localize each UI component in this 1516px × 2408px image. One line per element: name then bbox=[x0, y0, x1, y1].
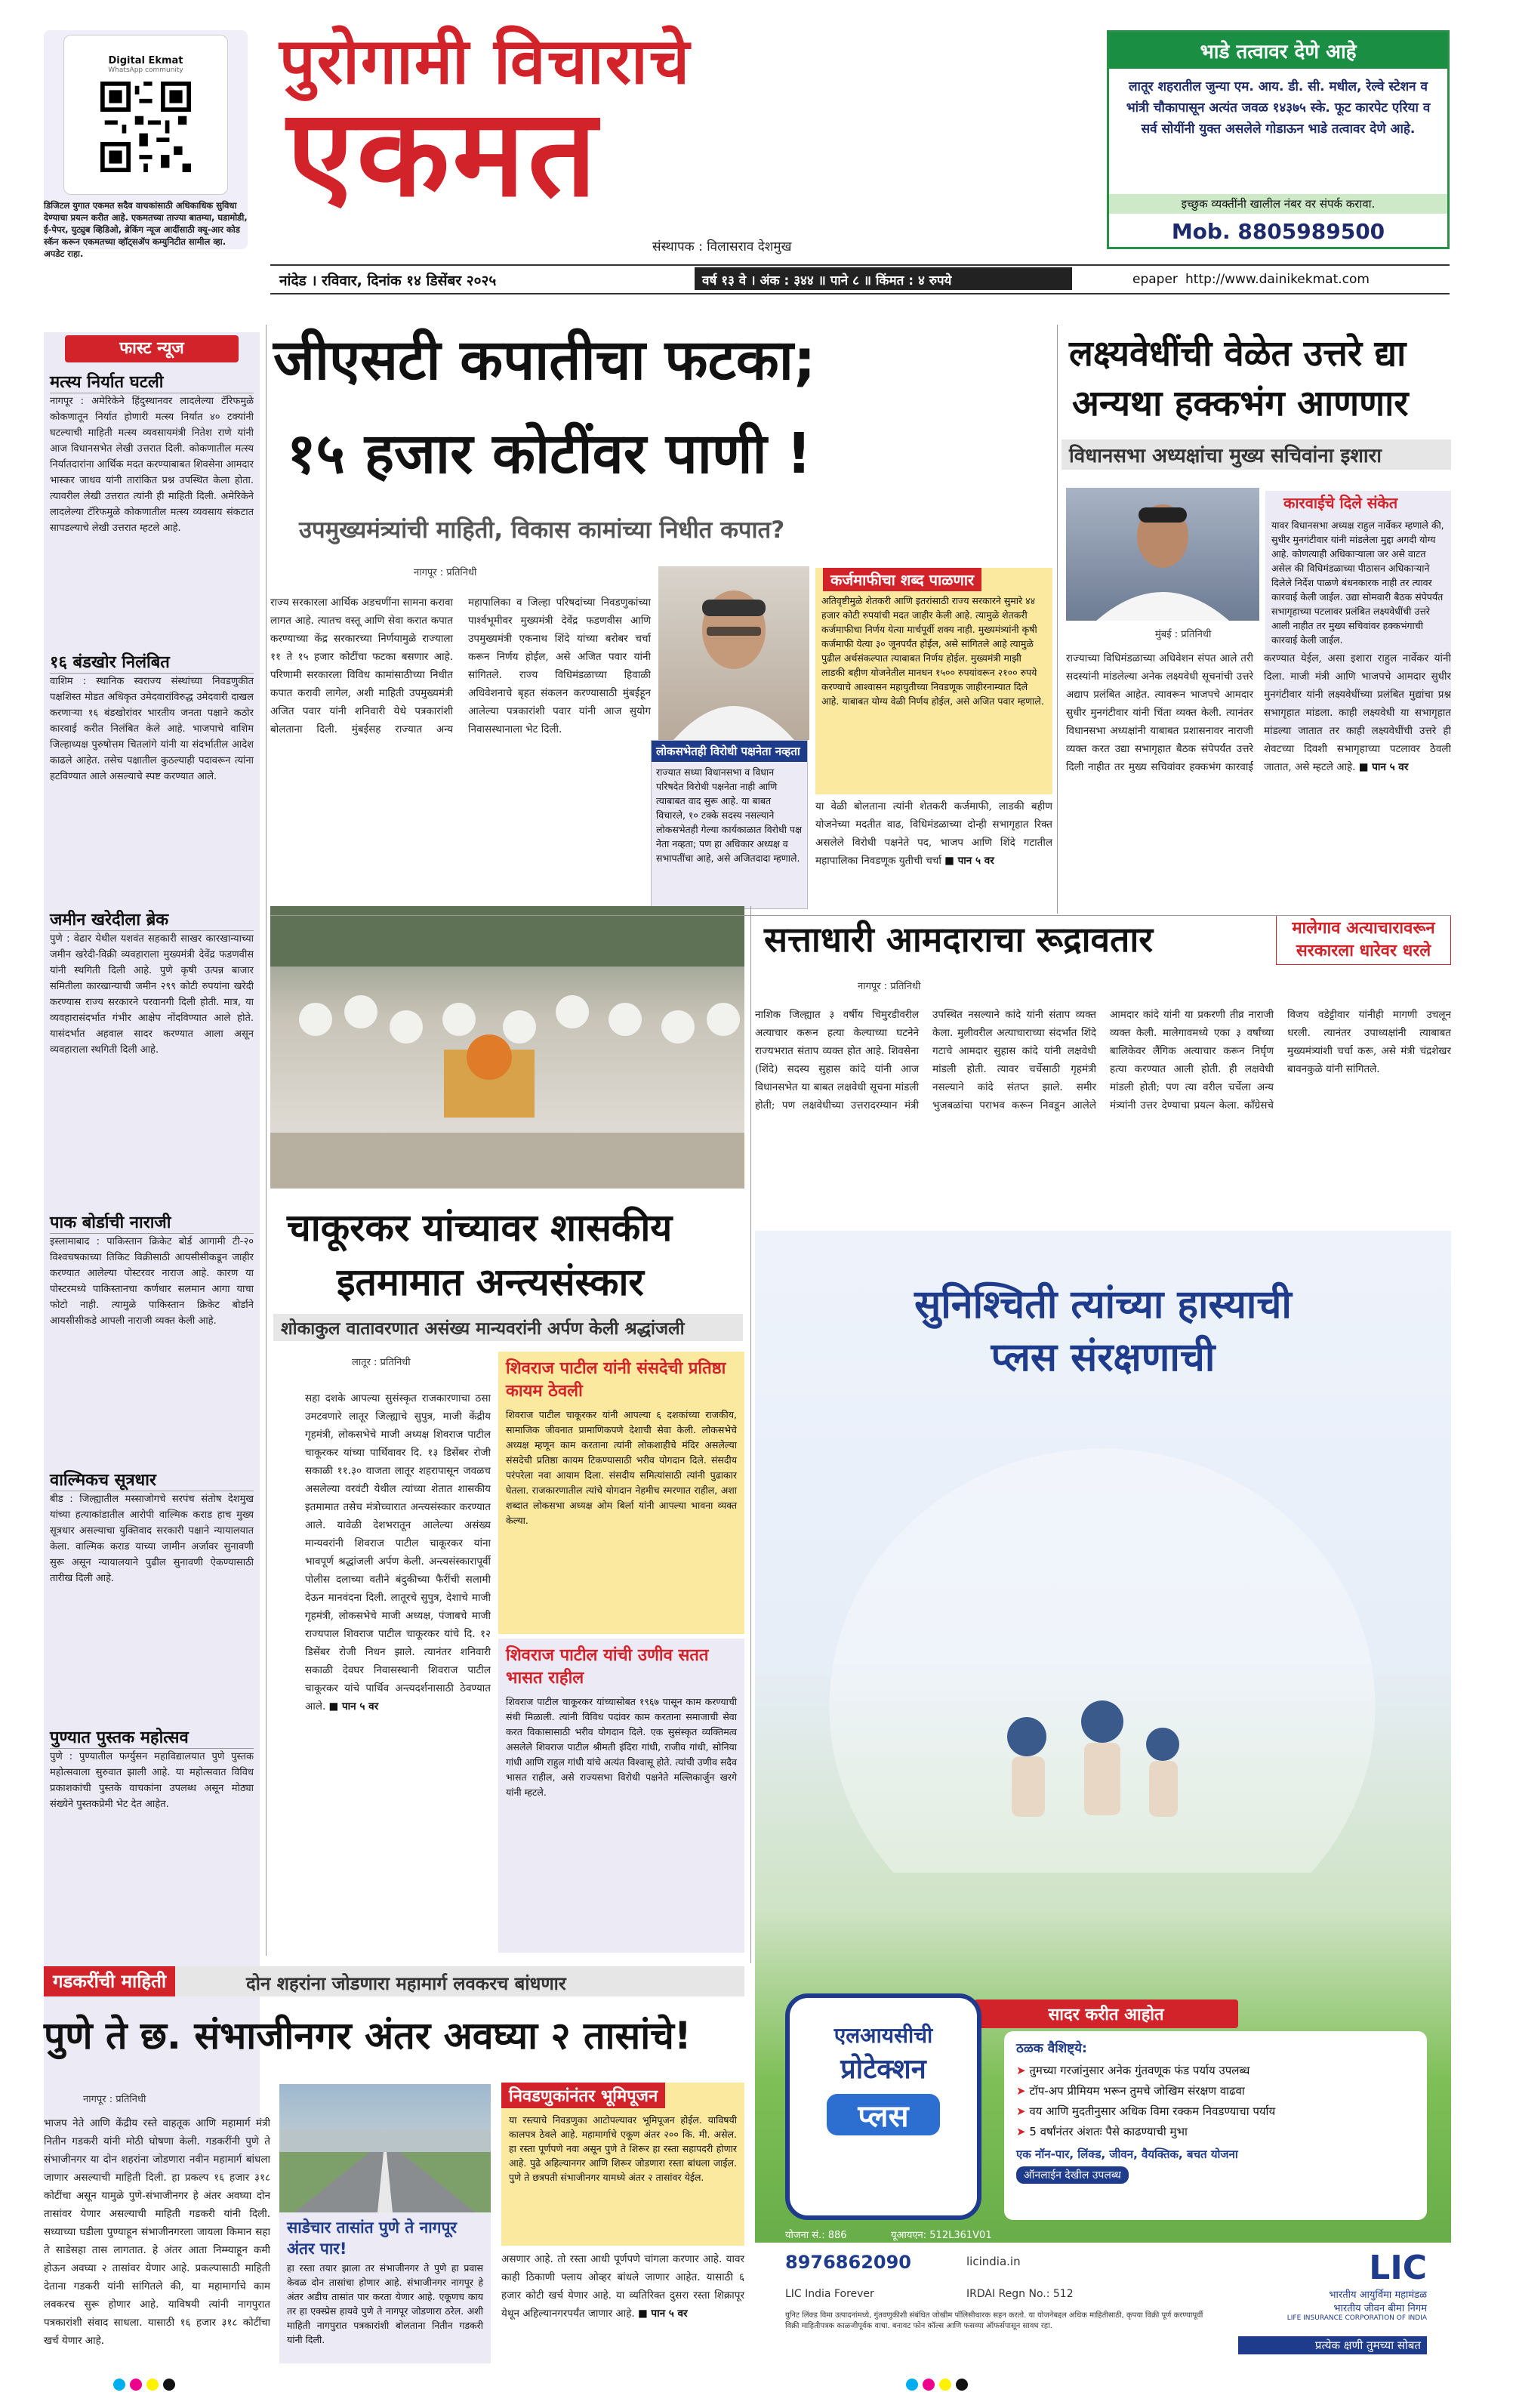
lic-ad[interactable] bbox=[755, 1231, 1451, 2363]
registration-dot bbox=[146, 2379, 159, 2391]
lic-uin: यूआयएन: 512L361V01 bbox=[891, 2230, 992, 2241]
lead-body-2-text: या वेळी बोलताना त्यांनी शेतकरी कर्जमाफी, लाडकी बहीण योजनेच्या मदतीत वाढ, विधिमंडळाच्या दोन्ही सभागृहात रिक्त असलेले विरोधी पक्षनेते पद, भाजप आणि शिंदे गटातील महापालिका निवडणूक युतीची चर्चा bbox=[815, 800, 1052, 867]
funeral-box-1-text: शिवराज पाटील चाकूरकर यांनी आपल्या ६ दशकांच्या राजकीय, सामाजिक जीवनात प्रामाणिकपणे देशाची सेवा केली. लोकसभेचे अध्यक्ष म्हणून काम करताना त्यांनी लोकशाहीचे मंदिर असलेल्या संसदेची प्रतिष्ठा कायम टिकण्यासाठी भरीव योगदान दिले. संसदीय परंपरेला नवा आयाम दिला. संसदीय समित्यांसाठी त्यांनी पुढाकार घेतला. राजकारणातील त्यांचे योगदान नेहमीच स्मरणात राहील, अशा शब्दात लोकसभा अध्यक्ष ओम बिर्ला यांनी आपल्या भावना व्यक्त केल्या. bbox=[506, 1409, 737, 1526]
lead-box-text: अतिवृष्टीमुळे शेतकरी आणि इतरांसाठी राज्य सरकारने सुमारे ४४ हजार कोटी रुपयांची मदत जाहीर केली आहे. त्यामुळे शेतकरी कर्जमाफीचा निर्णय येत्या मार्चपूर्वी शक्य नाही. मुख्यमंत्र्यांनी कृषी कर्जमाफी येत्या ३० जूनपर्यंत होईल, असे सांगितले आहे त्यामुळे पुढील अर्थसंकल्पात त्याबाबत निर्णय होईल. मुख्यमंत्री माझी लाडकी बहीण योजनेतील मानधन १५०० रुपयांवरून २१०० रुपये करण्याचे आश्वासन महायुतीच्या निवडणूक जाहीरनाम्यात दिले आहे. याबाबत योग्य वेळी निर्णय होईल, असे अजित पवार म्हणाले. bbox=[821, 595, 1044, 707]
check-icon: ➤ bbox=[1016, 2084, 1030, 2098]
highway-kicker: गडकरींची माहिती bbox=[44, 1966, 175, 1996]
lead-caption-box bbox=[651, 740, 808, 909]
qr-code-icon bbox=[100, 82, 191, 172]
lic-brand: LIC bbox=[1369, 2249, 1427, 2287]
lead-byline: नागपूर : प्रतिनिधी bbox=[414, 567, 477, 578]
funeral-box-1-title: शिवराज पाटील यांनी संसदेची प्रतिष्ठा कायम ठेवली bbox=[506, 1359, 726, 1401]
lead-continued-text: पान ५ वर bbox=[957, 855, 994, 867]
registration-marks bbox=[113, 2379, 180, 2394]
classified-ad[interactable] bbox=[1107, 30, 1450, 249]
lic-tagline-2 bbox=[755, 1329, 1451, 1383]
funeral-box-2-title: शिवराज पाटील यांची उणीव सतत भासत राहील bbox=[506, 1646, 709, 1688]
lic-product-badge bbox=[785, 1993, 981, 2220]
funeral-continued[interactable]: ■ पान ५ वर bbox=[328, 1700, 379, 1713]
lic-tagline-2-text: प्लस संरक्षणाची bbox=[991, 1335, 1216, 1380]
funeral-subhead: शोकाकुल वातावरणात असंख्य मान्यवरांनी अर्पण केली श्रद्धांजली bbox=[273, 1314, 743, 1341]
qr-caption: डिजिटल युगात एकमत सदैव वाचकांसाठी अधिकाधिक सुविधा देण्याचा प्रयत्न करीत आहे. एकमतच्या ताज्या बातम्या, घडामोडी, ई-पेपर, युट्युब व्हिडिओ, ब्रेकिंग न्यूज आदींसाठी क्यू-आर कोड स्कॅन करून एकमतच्या व्हॉट्सॲप कम्युनिटीत सामील व्हा. अपडेट राहा. bbox=[44, 200, 248, 259]
fast-news-text: बीड : जिल्ह्यातील मस्साजोगचे सरपंच संतोष देशमुख यांच्या हत्याकांडातील आरोपी वाल्मिक कराड हाच मुख्य सूत्रधार असल्याचा युक्तिवाद सरकारी पक्षाने न्यायालयात केला. वाल्मिक कराड याच्या जामीन अर्जावर सुनावणी सुरू असून न्यायालयाने पुढील सुनावणी ऐकण्यासाठी तारीख दिली आहे. bbox=[50, 1494, 254, 1584]
highway-photo[interactable] bbox=[279, 2084, 491, 2212]
lead-caption-text: राज्यात सध्या विधानसभा व विधान परिषदेत विरोधी पक्षनेता नाही आणि त्याबाबत वाद सुरू आहे. या बाबत विचारले, १० टक्के सदस्य नसल्याने लोकसभेतही गेल्या कार्यकाळात विरोधी पक्ष नेता नव्हता; पण हा अधिकार अध्यक्ष व सभापतींचा आहे, असे अजितदादा म्हणाले. bbox=[656, 766, 802, 864]
right-top-headline-1: लक्ष्यवेधींची वेळेत उत्तरे द्या bbox=[1069, 333, 1407, 375]
lic-product-plus: प्लस bbox=[827, 2094, 940, 2135]
mla-byline: नागपूर : प्रतिनिधी bbox=[858, 981, 921, 992]
column-rule bbox=[266, 325, 267, 1956]
lic-product-big: प्रोटेक्शन bbox=[840, 2054, 926, 2085]
lic-feature-text: टॉप-अप प्रीमियम भरून तुमचे जोखिम संरक्षण वाढवा bbox=[1029, 2084, 1245, 2098]
funeral-photo[interactable] bbox=[270, 906, 744, 1189]
lic-feature bbox=[1016, 2061, 1415, 2081]
fast-news-label: फास्ट न्यूज bbox=[119, 339, 184, 358]
highway-photo-caption-title: साडेचार तासांत पुणे ते नागपूर अंतर पार! bbox=[287, 2218, 458, 2258]
lic-brand-en: LIFE INSURANCE CORPORATION OF INDIA bbox=[1286, 2314, 1427, 2322]
right-top-continued[interactable]: ■ पान ५ वर bbox=[1358, 761, 1409, 773]
highway-box-text: या रस्त्याचे निवडणुका आटोपल्यावर भूमिपूजन होईल. याविषयी कालपत्र ठेवले आहे. महामार्गाचे एकूण अंतर २०० कि. मी. असेल. हा रस्ता पूर्णपणे नवा असून पुणे ते शिरूर हा रस्ता सहापदरी होणार आहे. पुढे अहिल्यानगर आणि शिरूर जोडणारा रस्ता बांधला जाईल. पुणे ते छत्रपती संभाजीनगर यामध्ये अंतर २ तासांवर येईल. bbox=[509, 2114, 737, 2183]
lic-brand-marathi: भारतीय आयुर्विमा महामंडळ bbox=[1329, 2289, 1427, 2301]
classified-body: लातूर शहरातील जुन्या एम. आय. डी. सी. मधील, रेल्वे स्टेशन व भांत्री चौकापासून अत्यंत जवळ १४३७५ स्के. फूट कारपेट एरिया व सर्व सोयींनी युक्त असलेले गोडाऊन भाडे तत्वावर देणे आहे. bbox=[1126, 79, 1431, 137]
check-icon: ➤ bbox=[1016, 2125, 1030, 2138]
lead-continued[interactable]: ■ पान ५ वर bbox=[944, 855, 994, 867]
lic-social[interactable]: LIC India Forever bbox=[785, 2288, 874, 2300]
right-top-subhead: विधानसभा अध्यक्षांचा मुख्य सचिवांना इशारा bbox=[1062, 439, 1451, 470]
fast-news-text: वाशिम : स्थानिक स्वराज्य संस्थांच्या निवडणुकीत पक्षशिस्त मोडत अधिकृत उमेदवारांविरुद्ध उमेदवारी दाखल करणाऱ्या १६ बंडखोरांवर भारतीय जनता पक्षाने कठोर कारवाई करीत निलंबित केले आहे. भाजपाचे वाशिम जिल्हाध्यक्ष पुरुषोत्तम चितलांगे यांनी या संदर्भातील आदेश काढले आहेत. तसेच पक्षातील कुठल्याही पदावरून त्यांना हटविण्यात आले असल्याचे स्पष्ट करण्यात आले. bbox=[50, 676, 254, 782]
qr-label: Digital Ekmat bbox=[108, 55, 183, 66]
lic-feature-text: 5 वर्षांनंतर अंशतः पैसे काढण्याची मुभा bbox=[1029, 2125, 1188, 2138]
right-top-headline-2: अन्यथा हक्कभंग आणणार bbox=[1072, 383, 1409, 424]
highway-body-2-text: असणार आहे. तो रस्ता आधी पूर्णपणे चांगला करणार आहे. यावर काही ठिकाणी फ्लाय ओव्हर बांधले जाणार आहेत. यासाठी ६ हजार कोटी खर्च येणार आहे. या व्यतिरिक्त दुसरा रस्ता शिक्रापूर येथून अहिल्यानगरपर्यंत जाणार आहे. bbox=[501, 2253, 744, 2320]
fast-news-item[interactable] bbox=[50, 1210, 254, 1460]
lead-box-title: कर्जमाफीचा शब्द पाळणार bbox=[823, 568, 981, 591]
fast-news-item[interactable] bbox=[50, 370, 254, 643]
qr-panel bbox=[44, 30, 248, 259]
registration-dot bbox=[956, 2379, 968, 2391]
fast-news-title: १६ बंडखोर निलंबित bbox=[50, 650, 254, 674]
lic-feature-note: एक नॉन-पार, लिंक्ड, जीवन, वैयक्तिक, बचत योजना bbox=[1016, 2147, 1238, 2161]
highway-byline: नागपूर : प्रतिनिधी bbox=[83, 2094, 146, 2105]
lic-footer bbox=[755, 2243, 1451, 2363]
umbrella-shield-icon bbox=[800, 1420, 1404, 1873]
lead-body-2 bbox=[815, 797, 1052, 911]
column-rule bbox=[750, 906, 751, 1963]
lic-feature-text: वय आणि मुदतीनुसार अधिक विमा रक्कम निवडण्याचा पर्याय bbox=[1029, 2104, 1276, 2118]
lead-caption-title: लोकसभेतही विरोधी पक्षनेता नव्हता bbox=[652, 741, 807, 762]
fast-news-text: इस्लामाबाद : पाकिस्तान क्रिकेट बोर्ड आगामी टी-२० विश्वचषकाच्या तिकिट विक्रीसाठी आयसीसीकडून जाहीर करण्यात आलेल्या पोस्टरवर नाराज आहे. कारण या पोस्टरमध्ये पाकिस्तानचा कर्णधार सलमान आगा याचा फोटो नाही. त्यामुळे पाकिस्तान क्रिकेट बोर्डाने आयसीसीकडे आपली नाराजी व्यक्त केली आहे. bbox=[50, 1236, 254, 1327]
website-link[interactable]: http://www.dainikekmat.com bbox=[1185, 272, 1370, 287]
lead-body-1: राज्य सरकारला आर्थिक अडचणींना सामना करावा लागत आहे. त्यातच वस्तू आणि सेवा करात कपात करण्याच्या केंद्र सरकारच्या निर्णयामुळे राज्याला ११ ते १५ हजार कोटींचा फटका बसणार आहे. परिणामी सरकारला विविध कामांसाठीच्या निधीत कपात करावी लागेल, अशी माहिती उपमुख्यमंत्री अजित पवार यांनी शनिवारी येथे पत्रकारांशी बोलताना दिली. मुंबईसह राज्यात अन्य महापालिका व जिल्हा परिषदांच्या निवडणुकांच्या पार्श्वभूमीवर मुख्यमंत्री देवेंद्र फडणवीस आणि उपमुख्यमंत्री एकनाथ शिंदे यांच्या बरोबर चर्चा करून निर्णय होईल, असे अजित पवार यांनी सांगितले. राज्य विधिमंडळाच्या हिवाळी अधिवेशनाचे बृहत संकलन करण्यासाठी मुंबईहून आलेल्या पत्रकारांशी पवार यांनी आज सुयोग निवासस्थानाला भेट दिली. bbox=[270, 597, 651, 735]
lic-features-title: ठळक वैशिष्ट्ये: bbox=[1016, 2041, 1087, 2056]
fast-news-title: वाल्मिकच सूत्रधार bbox=[50, 1468, 254, 1491]
funeral-box-2-text: शिवराज पाटील चाकूरकर यांच्यासोबत १९६७ पासून काम करण्याची संधी मिळाली. त्यांनी विविध पदांवर काम करताना समाजाची सेवा करत विकासासाठी भरीव योगदान दिले. एक सुसंस्कृत व्यक्तिमत्व असलेले शिवराज पाटील श्रीमती इंदिरा गांधी, राजीव गांधी, सोनिया गांधी आणि राहुल गांधी यांचे अत्यंत विश्वासू होते. त्यांची उणीव सदैव भासत राहील, असे राज्यसभा विरोधी पक्षनेते मल्लिकार्जुन खरगे यांनी म्हटले. bbox=[506, 1696, 737, 1798]
road-scene-icon bbox=[279, 2084, 491, 2212]
lic-online[interactable]: ऑनलाईन देखील उपलब्ध bbox=[1016, 2166, 1129, 2184]
masthead-founder: संस्थापक : विलासराव देशमुख bbox=[652, 239, 792, 254]
highway-body: भाजप नेते आणि केंद्रीय रस्ते वाहतूक आणि महामार्ग मंत्री नितीन गडकरी यांनी मोठी घोषणा केली. गडकरींनी पुणे ते संभाजीनगर या दोन शहरांना जोडणारा नवीन महामार्ग बांधला जाणार असल्याची माहिती दिली. हा प्रकल्प १६ हजार ३१८ कोटींचा असून यामुळे पुणे-संभाजीनगर हे अंतर अवघ्या दोन तासांवर येणार असल्याची माहिती गडकरी यांनी दिली. सध्याच्या घडीला पुण्याहून संभाजीनगरला जायला किमान सहा ते साडेसहा तास लागतात. हे अंतर आता निम्म्याहून कमी होऊन अवघ्या २ तासांवर येणार आहे. प्रकल्पासाठी माहिती देताना गडकरी यांनी सांगितले की, या महामार्गाचे काम लवकरच सुरू होणार आहे. याविषयी त्यांनी नागपुरात पत्रकारांशी संवाद साधला. यासाठी १६ हजार ३१८ कोटींचा खर्च येणार आहे. bbox=[44, 2117, 270, 2347]
qr-card[interactable] bbox=[63, 35, 228, 195]
fast-news-text: पुणे : पुण्यातील फर्ग्युसन महाविद्यालयात पुणे पुस्तक महोत्सवाला सुरुवात झाली आहे. या महोत्सवात विविध प्रकाशकांची पुस्तके वाचकांना उपलब्ध असून मोठ्या संख्येने पुस्तकप्रेमी भेट देत आहेत. bbox=[50, 1751, 254, 1810]
registration-dot bbox=[163, 2379, 175, 2391]
highway-photo-caption-text: हा रस्ता तयार झाला तर संभाजीनगर ते पुणे हा प्रवास केवळ दोन तासांचा होणार आहे. संभाजीनगर नागपूर हे अंतर अडीच तासांत पार करता येणार आहे. एकूणच काय तर हा एक्स्प्रेस हायवे पुणे ते नागपूर जोडणारा ठरेल. अशी माहिती नागपुरात पत्रकारांशी बोलताना नितीन गडकरी यांनी दिली. bbox=[287, 2262, 483, 2345]
funeral-headline-2: इतमामात अन्त्यसंस्कार bbox=[337, 1260, 644, 1304]
classified-title: भाडे तत्वावर देणे आहे bbox=[1109, 32, 1447, 69]
fast-news-text: पुणे : वेढार येथील यशवंत सहकारी साखर कारखान्याच्या जमीन खरेदी-विक्री व्यवहाराला मुख्यमंत्री देवेंद्र फडणवीस यांनी स्थगिती दिली आहे. पुणे कृषी उत्पन्न बाजार समितीला कारखान्याची जमीन २९९ कोटी रुपयांना खरेदी करण्यास राज्य सरकारने परवानगी दिली होती. मात्र, या व्यवहारासंदर्भात गंभीर आक्षेप नोंदविण्यात आले होते. यासंदर्भात अहवाल सादर करण्यात आला असून व्यवहाराला स्थगिती दिली आहे. bbox=[50, 933, 254, 1056]
funeral-body bbox=[305, 1389, 491, 1953]
highway-photo-caption bbox=[279, 2212, 491, 2363]
right-top-body-text: राज्याच्या विधिमंडळाच्या अधिवेशन संपत आले तरी सदस्यांनी मांडलेल्या अनेक लक्ष्यवेधी सूचनांची उत्तरे अद्याप प्रलंबित आहेत. त्यावरून भाजपचे आमदार सुधीर मुनगंटीवार यांनी चिंता व्यक्त केली. त्यानंतर विधानसभा अध्यक्षांनी याबाबत प्रशासनावर नाराजी व्यक्त करत उद्या सभागृहात बैठक संपेपर्यंत उत्तरे दिली नाहीत तर मुख्य सचिवांवर हक्कभंग कारवाई करण्यात येईल, असा इशारा राहुल नार्वेकर यांनी दिला. माजी मंत्री आणि भाजपचे आमदार सुधीर मुनगंटीवार यांनी लक्ष्यवेधींच्या प्रलंबित मुद्यांचा प्रश्न सभागृहात मांडला. काही लक्ष्यवेधी या सभागृहात मांडल्या जातात तर काही लक्ष्यवेधींची उत्तरे ही शेवटच्या दिवशी सभागृहाच्या पटलावर ठेवली जातात, असे म्हटले आहे. bbox=[1066, 652, 1451, 773]
lic-feature-text: तुमच्या गरजांनुसार अनेक गुंतवणूक फंड पर्याय उपलब्ध bbox=[1029, 2064, 1250, 2077]
lic-irdai: IRDAI Regn No.: 512 bbox=[966, 2288, 1074, 2300]
lead-headline-2: १५ हजार कोटींवर पाणी ! bbox=[287, 421, 812, 486]
right-top-continued-text: पान ५ वर bbox=[1372, 761, 1409, 773]
right-top-photo[interactable] bbox=[1066, 488, 1259, 621]
lic-presents: सादर करीत आहोत bbox=[974, 1999, 1238, 2028]
mla-headline: सत्ताधारी आमदाराचा रूद्रावतार bbox=[764, 919, 1154, 960]
highway-box bbox=[501, 2083, 744, 2246]
qr-sub: WhatsApp community bbox=[108, 66, 183, 74]
funeral-headline-1: चाकूरकर यांच्यावर शासकीय bbox=[287, 1206, 673, 1250]
row-rule bbox=[270, 915, 1451, 916]
highway-kicker-rest: दोन शहरांना जोडणारा महामार्ग लवकरच बांधणार bbox=[246, 1973, 566, 1994]
column-rule bbox=[1057, 325, 1058, 914]
issue-text: वर्ष १३ वे । अंक : ३४४ ॥ पाने ८ ॥ किंमत : ४ रुपये bbox=[702, 273, 952, 288]
classified-contact-note: इच्छुक व्यक्तींनी खालील नंबर वर संपर्क करावा. bbox=[1109, 194, 1447, 214]
portrait-icon bbox=[1066, 488, 1259, 621]
lead-headline-1: जीएसटी कपातीचा फटका; bbox=[273, 328, 816, 393]
right-top-side-title: कारवाईचे दिले संकेत bbox=[1283, 494, 1398, 512]
fast-news-text: नागपूर : अमेरिकेने हिंदुस्थानवर लादलेल्या टॅरिफमुळे कोकणातून निर्यात होणारी मत्स्य निर्यात ४० टक्यांनी घटल्याची माहिती मत्स्य व्यवसायमंत्री नितेश राणे यांनी आज विधानसभेत लेखी उत्तरात दिली. कोकणातील मत्स्य निर्यातदारांना आर्थिक मदत करण्याबाबत शिवसेना आमदार भास्कर जाधव यांनी तारांकित प्रश्न उपस्थित केला होता. त्यावरील लेखी उत्तरात त्यांनी ही माहिती दिली. अमेरिकेने लादलेल्या टॅरिफमुळे कोकणातील मत्स्य व्यवसाय संकटात सापडल्याचे लेखी उत्तरात म्हटले आहे. bbox=[50, 396, 254, 534]
lic-product-small: एलआयसीची bbox=[833, 2023, 933, 2048]
lic-feature bbox=[1016, 2081, 1415, 2101]
fast-news-header bbox=[65, 335, 239, 362]
masthead-tagline: पुरोगामी विचाराचे bbox=[279, 24, 692, 98]
fast-news-title: पाक बोर्डाची नाराजी bbox=[50, 1210, 254, 1234]
mla-tag: मालेगाव अत्याचारावरून सरकारला धारेवर धरले bbox=[1276, 915, 1451, 965]
dateline: नांदेड । रविवार, दिनांक १४ डिसेंबर २०२५ bbox=[279, 273, 497, 289]
highway-headline: पुणे ते छ. संभाजीनगर अंतर अवघ्या २ तासांचे! bbox=[44, 2014, 692, 2058]
fast-news-item[interactable] bbox=[50, 1725, 254, 1862]
right-top-body bbox=[1066, 649, 1451, 912]
fast-news-list bbox=[50, 370, 254, 1862]
fast-news-title: जमीन खरेदीला ब्रेक bbox=[50, 908, 254, 931]
registration-dot bbox=[923, 2379, 935, 2391]
lic-logo bbox=[1238, 2249, 1427, 2322]
mla-body: नाशिक जिल्ह्यात ३ वर्षीय चिमुरडीवरील अत्याचार करून हत्या केल्याच्या घटनेने राज्यभरात संताप व्यक्त होत आहे. शिवसेना (शिंदे) सदस्य सुहास कांदे यांनी आज विधानसभेत या बाबत लक्षवेधी सूचना मांडली होती; पण लक्षवेधीच्या उत्तरादरम्यान मंत्री उपस्थित नसल्याने कांदे यांनी संताप व्यक्त केला. मुलीवरील अत्याचाराच्या संदर्भात शिंदे गटाचे आमदार सुहास कांदे यांनी लक्षवेधी मांडली होती. त्यावर चर्चेसाठी गृहमंत्री नसल्याने कांदे संतप्त झाले. समीर भुजबळांचा पराभव करून निवडून आलेले आमदार कांदे यांनी या प्रकरणी तीव्र नाराजी व्यक्त केली. मालेगावमध्ये एका ३ वर्षांच्या बालिकेवर लैंगिक अत्याचार करून निर्घृण हत्या करण्यात आली होती. ही लक्षवेधी मांडली होती; पण त्या वरील चर्चेला अन्य मंत्र्यांनी उत्तर देण्याचा प्रयत्न केला. काँग्रेसचे विजय वडेट्टीवार यांनीही मागणी उचलून धरली. त्यानंतर उपाध्यक्षांनी त्याबाबत मुख्यमंत्र्यांशी चर्चा करू, असे मंत्री चंद्रशेखर बावनकुळे यांनी सांगितले. bbox=[755, 1009, 1451, 1112]
portrait-icon bbox=[658, 566, 809, 740]
lead-subhead: उपमुख्यमंत्र्यांची माहिती, विकास कामांच्या निधीत कपात? bbox=[299, 516, 785, 544]
epaper-label: epaper bbox=[1132, 272, 1178, 287]
highway-continued-text: पान ५ वर bbox=[651, 2308, 688, 2320]
fast-news-item[interactable] bbox=[50, 908, 254, 1203]
right-top-byline: मुंबई : प्रतिनिधी bbox=[1155, 629, 1212, 640]
masthead-title: एकमत bbox=[287, 82, 600, 224]
right-top-side-text: यावर विधानसभा अध्यक्ष राहुल नार्वेकर म्हणाले की, सुधीर मुनगंटीवार यांनी मांडलेला मुद्दा अगदी योग्य आहे. कोणत्याही अधिकाऱ्याला जर असे वाटत असेल की विधिमंडळाच्या पीठासन अधिकाऱ्याने दिलेले निर्देश पाळणे बंधनकारक नाही तर त्यावर कारवाई केली जाईल. उद्या सोमवारी बैठक संपेपर्यंत सभागृहाच्या पटलावर प्रलंबित लक्ष्यवेधींची उत्तरे आली नाहीत तर मुख्य सचिवांवर हक्कभंगाची कारवाई केली जाईल. bbox=[1271, 520, 1444, 646]
lic-slogan: प्रत्येक क्षणी तुमच्या सोबत bbox=[1238, 2336, 1427, 2354]
registration-dot bbox=[113, 2379, 125, 2391]
registration-dot bbox=[906, 2379, 918, 2391]
lic-feature bbox=[1016, 2101, 1415, 2122]
funeral-body-text: सहा दशके आपल्या सुसंस्कृत राजकारणाचा ठसा उमटवणारे लातूर जिल्ह्याचे सुपुत्र, माजी केंद्रीय गृहमंत्री, लोकसभेचे माजी अध्यक्ष शिवराज पाटील चाकूरकर यांच्या पार्थिवावर दि. १३ डिसेंबर रोजी सकाळी ११.३० वाजता लातूर शहरापासून जवळच असलेल्या वरवंटी येथील त्यांच्या शेतात शासकीय इतमामात तसेच मंत्रोच्चारात अन्त्यसंस्कार करण्यात आले. यावेळी देशभरातून आलेल्या असंख्य मान्यवरांनी शिवराज पाटील चाकूरकर यांना भावपूर्ण श्रद्धांजली अर्पण केली. अन्त्यसंस्कारापूर्वी पोलीस दलाच्या वतीने बंदुकीच्या फैरींची सलामी देऊन मानवंदना दिली. लातूरचे सुपुत्र, देशाचे माजी गृहमंत्री, लोकसभेचे माजी अध्यक्ष, पंजाबचे माजी राज्यपाल शिवराज पाटील चाकूरकर यांचे दि. १२ डिसेंबर रोजी निधन झाले. त्यानंतर शनिवारी सकाळी देवघर निवासस्थानी शिवराज पाटील चाकूरकर यांचे पार्थिव अन्त्यदर्शनासाठी ठेवण्यात आले. bbox=[305, 1392, 491, 1713]
lic-plan-no: योजना सं.: 886 bbox=[785, 2230, 847, 2241]
funeral-continued-text: पान ५ वर bbox=[342, 1700, 379, 1713]
check-icon: ➤ bbox=[1016, 2104, 1030, 2118]
lic-disclaimer: युनिट लिंक्ड विमा उत्पादनांमध्ये, गुंतवणुकीशी संबंधित जोखीम पॉलिसीधारक सहन करतो. या योजनेबद्दल अधिक माहितीसाठी, कृपया विक्री पूर्ण करण्यापूर्वी विक्री माहितीपत्रक काळजीपूर्वक वाचा. बनावट फोन कॉल्स आणि फसव्या ऑफर्सपासून सावध रहा. bbox=[785, 2311, 1203, 2330]
lead-photo[interactable] bbox=[658, 566, 809, 740]
lic-website[interactable]: licindia.in bbox=[966, 2255, 1021, 2268]
classified-mobile: Mob. 8805989500 bbox=[1171, 219, 1385, 244]
registration-marks bbox=[906, 2379, 972, 2394]
lic-whatsapp[interactable]: 8976862090 bbox=[785, 2252, 911, 2273]
funeral-box-2 bbox=[498, 1639, 744, 1953]
fast-news-item[interactable] bbox=[50, 1468, 254, 1718]
lic-feature bbox=[1016, 2122, 1415, 2142]
fast-news-title: पुण्यात पुस्तक महोत्सव bbox=[50, 1725, 254, 1749]
lic-tagline-1: सुनिश्चिती त्यांच्या हास्याची bbox=[914, 1282, 1292, 1327]
highway-box-title: निवडणुकांनंतर भूमिपूजन bbox=[501, 2083, 665, 2108]
registration-dot bbox=[130, 2379, 142, 2391]
fast-news-title: मत्स्य निर्यात घटली bbox=[50, 370, 254, 393]
funeral-byline: लातूर : प्रतिनिधी bbox=[352, 1357, 411, 1368]
highway-continued[interactable]: ■ पान ५ वर bbox=[637, 2308, 688, 2320]
crowd-scene-icon bbox=[270, 906, 744, 1189]
registration-dot bbox=[939, 2379, 951, 2391]
lic-brand-hindi: भारतीय जीवन बीमा निगम bbox=[1333, 2303, 1427, 2314]
fast-news-item[interactable] bbox=[50, 650, 254, 900]
lic-features bbox=[1004, 2031, 1427, 2220]
funeral-box-1 bbox=[498, 1352, 744, 1634]
highway-body-2 bbox=[501, 2250, 744, 2365]
check-icon: ➤ bbox=[1016, 2064, 1030, 2077]
